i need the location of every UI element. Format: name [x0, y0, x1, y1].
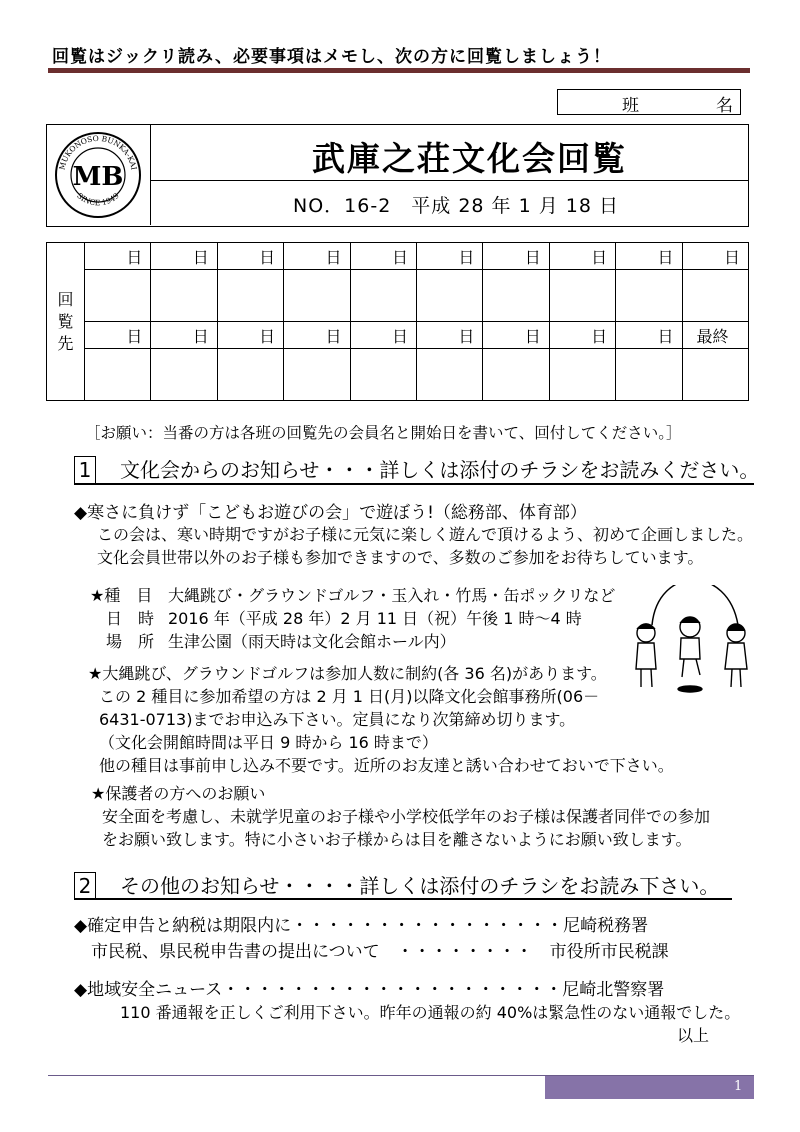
- logo-letters: MB: [72, 162, 124, 192]
- member-cell[interactable]: [549, 349, 615, 401]
- section1-heading: 1 文化会からのお知らせ・・・詳しくは添付のチラシをお読みください。: [74, 454, 759, 484]
- section2-heading: 2 その他のお知らせ・・・・詳しくは添付のチラシをお読み下さい。: [74, 870, 719, 900]
- member-cell[interactable]: [284, 349, 350, 401]
- logo-since-text: SINCE 1949: [75, 191, 121, 208]
- logo-ring-text: MUKONOSO BUNKA-KAI: [57, 133, 139, 171]
- issue-number-date: NO．16-2 平成 28 年 1 月 18 日: [293, 195, 619, 217]
- club-logo-icon: [47, 125, 150, 225]
- day-cell[interactable]: 日: [483, 322, 549, 349]
- day-cell[interactable]: 日: [85, 243, 151, 270]
- day-cell[interactable]: 日: [284, 322, 350, 349]
- day-cell[interactable]: 日: [151, 243, 217, 270]
- day-cell[interactable]: 日: [151, 322, 217, 349]
- final-cell[interactable]: 最終: [682, 322, 748, 349]
- member-cell[interactable]: [85, 270, 151, 322]
- member-cell[interactable]: [616, 349, 682, 401]
- detail-label: 日 時: [90, 609, 155, 628]
- section-number: 2: [74, 872, 96, 900]
- detail-value: 生津公園（雨天時は文化会館ホール内）: [168, 632, 456, 651]
- member-cell[interactable]: [682, 349, 748, 401]
- guardian-line: をお願い致します。特に小さいお子様からは目を離さないようにお願い致します。: [102, 830, 692, 849]
- note-line: ★大縄跳び、グラウンドゴルフは参加人数に制約(各 36 名)があります。: [88, 664, 607, 683]
- page-title: 武庫之荘文化会回覧: [312, 139, 627, 178]
- guardian-line: 安全面を考慮し、未就学児童のお子様や小学校低学年のお子様は保護者同伴での参加: [102, 807, 711, 826]
- day-cell[interactable]: 日: [549, 243, 615, 270]
- notice-line: 110 番通報を正しくご利用下さい。昨年の通報の約 40%は緊急性のない通報でした。: [120, 1003, 741, 1022]
- member-cell[interactable]: [85, 349, 151, 401]
- member-cell[interactable]: [217, 349, 283, 401]
- member-cell[interactable]: [416, 270, 482, 322]
- day-cell[interactable]: 日: [350, 322, 416, 349]
- circulation-label: 回 覧 先: [47, 243, 85, 401]
- title-row: [150, 125, 748, 181]
- day-cell[interactable]: 日: [217, 322, 283, 349]
- day-cell[interactable]: 日: [682, 243, 748, 270]
- member-cell[interactable]: [416, 349, 482, 401]
- section1-rule: [74, 483, 754, 485]
- day-cell[interactable]: 日: [416, 322, 482, 349]
- footer-bar: [545, 1076, 754, 1099]
- group-name-box: [557, 89, 741, 115]
- member-cell[interactable]: [151, 349, 217, 401]
- note-line: （文化会開館時間は平日 9 時から 16 時まで）: [99, 733, 438, 752]
- banner-rule: [48, 68, 750, 73]
- circulation-banner: 回覧はジックリ読み、必要事項はメモし、次の方に回覧しましょう！: [52, 47, 612, 67]
- detail-label: ★種 目: [90, 586, 153, 605]
- day-cell[interactable]: 日: [85, 322, 151, 349]
- detail-label: 場 所: [90, 632, 155, 651]
- member-cell[interactable]: [350, 349, 416, 401]
- newsletter-header: [46, 124, 749, 227]
- member-cell[interactable]: [682, 270, 748, 322]
- note-line: 他の種目は事前申し込み不要です。近所のお友達と誘い合わせておいで下さい。: [99, 756, 674, 775]
- logo-cell: [47, 125, 151, 225]
- event-title: ◆寒さに負けず「こどもお遊びの会」で遊ぼう!（総務部、体育部）: [74, 503, 587, 523]
- day-cell[interactable]: 日: [616, 322, 682, 349]
- children-jump-rope-icon: [628, 585, 756, 695]
- intro-line: この会は、寒い時期ですがお子様に元気に楽しく遊んで頂けるよう、初めて企画しました。: [97, 525, 754, 544]
- day-cell[interactable]: 日: [217, 243, 283, 270]
- guardian-title: ★保護者の方へのお願い: [91, 784, 266, 803]
- closing-text: 以上: [677, 1026, 710, 1045]
- note-line: この 2 種目に参加希望の方は 2 月 1 日(月)以降文化会館事務所(06－: [99, 687, 600, 706]
- member-cell[interactable]: [616, 270, 682, 322]
- detail-value: 2016 年（平成 28 年）2 月 11 日（祝）午後 1 時～4 時: [168, 609, 582, 628]
- day-cell[interactable]: 日: [416, 243, 482, 270]
- member-cell[interactable]: [284, 270, 350, 322]
- notice-line: ◆地域安全ニュース・・・・・・・・・・・・・・・・・・・・尼崎北警察署: [74, 980, 665, 1000]
- mei-label: 名: [716, 96, 733, 116]
- request-note: ［お願い：当番の方は各班の回覧先の会員名と開始日を書いて、回付してください。］: [85, 424, 682, 442]
- day-cell[interactable]: 日: [549, 322, 615, 349]
- member-cell[interactable]: [483, 270, 549, 322]
- section-number: 1: [74, 456, 96, 484]
- member-cell[interactable]: [350, 270, 416, 322]
- detail-value: 大縄跳び・グラウンドゴルフ・玉入れ・竹馬・缶ポックリなど: [168, 586, 616, 605]
- day-cell[interactable]: 日: [483, 243, 549, 270]
- member-cell[interactable]: [217, 270, 283, 322]
- member-cell[interactable]: [483, 349, 549, 401]
- circulation-table: [46, 242, 749, 401]
- notice-line: 市民税、県民税申告書の提出について ・・・・・・・・ 市役所市民税課: [91, 942, 669, 962]
- note-line: 6431-0713)までお申込み下さい。定員になり次第締め切ります。: [99, 710, 576, 729]
- member-cell[interactable]: [549, 270, 615, 322]
- section2-rule: [74, 898, 732, 900]
- member-cell[interactable]: [151, 270, 217, 322]
- day-cell[interactable]: 日: [350, 243, 416, 270]
- notice-line: ◆確定申告と納税は期限内に・・・・・・・・・・・・・・・・尼崎税務署: [74, 916, 649, 936]
- intro-line: 文化会員世帯以外のお子様も参加できますので、多数のご参加をお待ちしています。: [97, 548, 704, 567]
- day-cell[interactable]: 日: [284, 243, 350, 270]
- day-cell[interactable]: 日: [616, 243, 682, 270]
- han-label: 班: [622, 96, 639, 116]
- page-number: 1: [734, 1079, 743, 1094]
